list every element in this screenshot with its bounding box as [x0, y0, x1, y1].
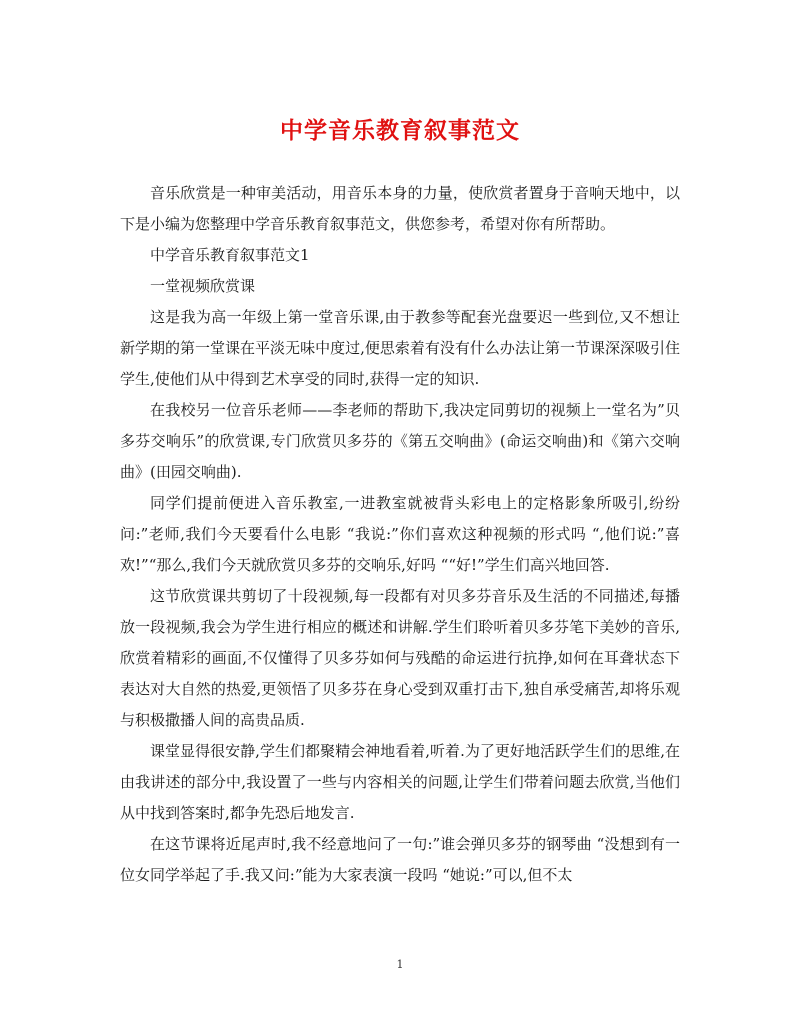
paragraph-body: 这是我为高一年级上第一堂音乐课,由于教参等配套光盘要迟一些到位,又不想让新学期的第一堂课在平淡无味中度过,便思索着有没有什么办法让第一节课深深吸引住学生,使他们从中得到艺术享受的同时,获得一定的知识. [120, 308, 680, 388]
paragraph-intro: 音乐欣赏是一种审美活动，用音乐本身的力量，使欣赏者置身于音响天地中，以下是小编为您整理中学音乐教育叙事范文，供您参考，希望对你有所帮助。 [120, 184, 680, 233]
document-body [120, 178, 680, 891]
paragraph-body: 在我校另一位音乐老师——李老师的帮助下,我决定同剪切的视频上一堂名为”贝多芬交响乐”的欣赏课,专门欣赏贝多芬的《第五交响曲》(命运交响曲)和《第六交响曲》(田园交响曲). [120, 401, 680, 481]
page-number: 1 [396, 958, 404, 971]
paragraph-section-heading: 一堂视频欣赏课 [150, 277, 256, 295]
paragraph-body: 课堂显得很安静,学生们都聚精会神地看着,听着.为了更好地活跃学生们的思维,在由我讲述的部分中,我设置了一些与内容相关的问题,让学生们带着问题去欣赏,当他们从中找到答案时,都争先恐后地发言. [120, 742, 680, 822]
paragraph-body: 这节欣赏课共剪切了十段视频,每一段都有对贝多芬音乐及生活的不同描述,每播放一段视频,我会为学生进行相应的概述和讲解.学生们聆听着贝多芬笔下美妙的音乐,欣赏着精彩的画面,不仅懂得了贝多芬如何与残酷的命运进行抗挣,如何在耳聋状态下表达对大自然的热爱,更领悟了贝多芬在身心受到双重打击下,独自承受痛苦,却将乐观与积极撒播人间的高贵品质. [120, 587, 680, 729]
paragraph-body: 在这节课将近尾声时,我不经意地问了一句:”谁会弹贝多芬的钢琴曲 “没想到有一位女同学举起了手.我又问:”能为大家表演一段吗 “她说:”可以,但不太 [120, 835, 680, 884]
paragraph-body: 同学们提前便进入音乐教室,一进教室就被背头彩电上的定格影象所吸引,纷纷问:”老师,我们今天要看什么电影 “我说:”你们喜欢这种视频的形式吗 “,他们说:”喜欢!”“那么,我们今天就欣赏贝多芬的交响乐,好吗 ““好!”学生们高兴地回答. [120, 494, 680, 574]
document-title: 中学音乐教育叙事范文 [280, 117, 520, 144]
paragraph-subtitle: 中学音乐教育叙事范文1 [150, 246, 310, 264]
